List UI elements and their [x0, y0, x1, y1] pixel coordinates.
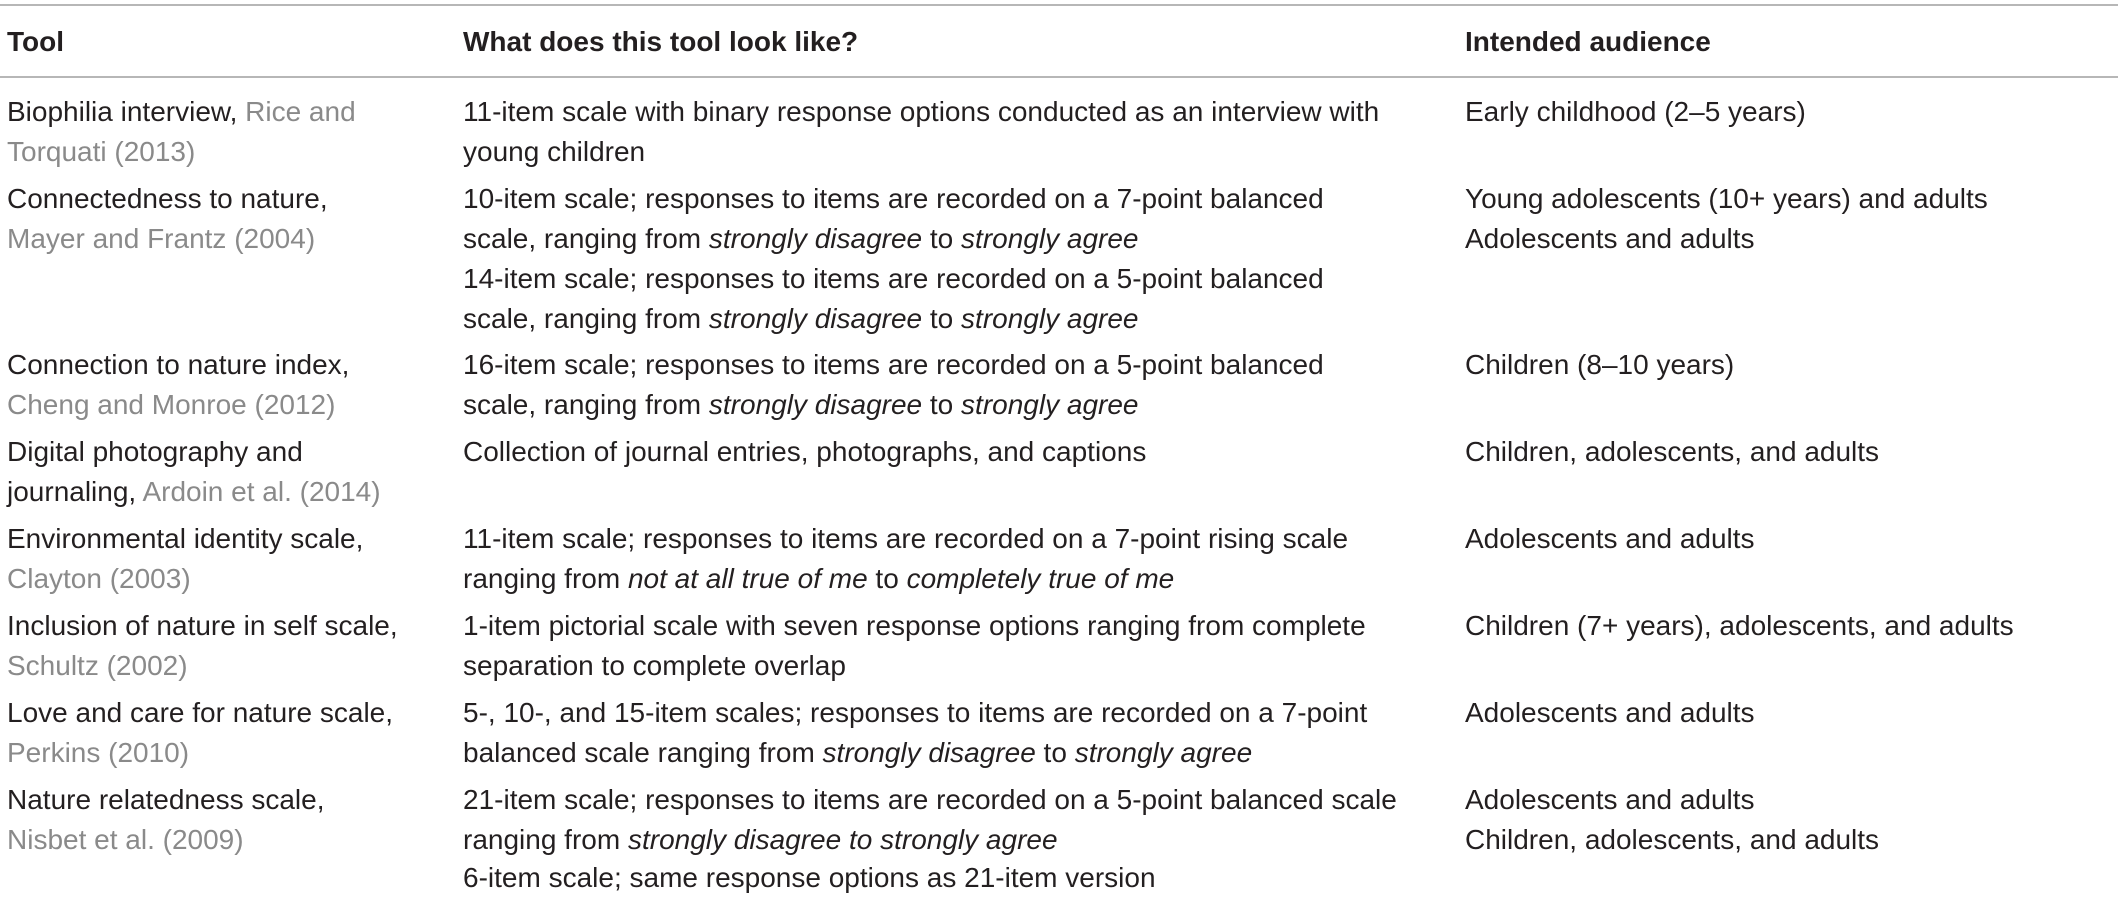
description-cell: separation to complete overlap — [463, 650, 846, 681]
audience-cell: Adolescents and adults — [1465, 697, 1755, 728]
header-tool: Tool — [7, 26, 65, 57]
description-cell: young children — [463, 136, 646, 167]
description-cell: 11-item scale; responses to items are recorded on a 7-point rising scale — [463, 523, 1349, 554]
table-top-rule — [0, 4, 2118, 6]
description-cell: 21-item scale; responses to items are recorded on a 5-point balanced scale — [463, 784, 1397, 815]
citation-link[interactable]: Torquati (2013) — [7, 136, 196, 167]
description-cell: 10-item scale; responses to items are recorded on a 7-point balanced — [463, 183, 1324, 214]
description-cell: ranging from not at all true of me to completely true of me — [463, 563, 1175, 594]
description-cell: scale, ranging from strongly disagree to strongly agree — [463, 389, 1139, 420]
citation-link[interactable]: Schultz (2002) — [7, 650, 188, 681]
header-rule — [0, 76, 2118, 78]
audience-cell: Children, adolescents, and adults — [1465, 436, 1880, 467]
tool-cell: Connectedness to nature, — [7, 183, 328, 214]
audience-cell: Early childhood (2–5 years) — [1465, 96, 1806, 127]
tool-cell: journaling, Ardoin et al. (2014) — [7, 476, 381, 507]
description-cell: 16-item scale; responses to items are recorded on a 5-point balanced — [463, 349, 1324, 380]
description-cell: 6-item scale; same response options as 21-item version — [463, 862, 1156, 893]
audience-cell: Adolescents and adults — [1465, 223, 1755, 254]
citation-link[interactable]: Cheng and Monroe (2012) — [7, 389, 336, 420]
audience-cell: Children, adolescents, and adults — [1465, 824, 1880, 855]
description-cell: Collection of journal entries, photographs, and captions — [463, 436, 1147, 467]
audience-cell: Adolescents and adults — [1465, 784, 1755, 815]
tool-cell: Love and care for nature scale, — [7, 697, 394, 728]
tool-cell: Biophilia interview, Rice and — [7, 96, 356, 127]
tool-cell: Environmental identity scale, — [7, 523, 364, 554]
header-audience: Intended audience — [1465, 26, 1711, 57]
description-cell: 11-item scale with binary response options conducted as an interview with — [463, 96, 1380, 127]
citation-link[interactable]: Mayer and Frantz (2004) — [7, 223, 316, 254]
citation-link[interactable]: Nisbet et al. (2009) — [7, 824, 244, 855]
description-cell: 5-, 10-, and 15-item scales; responses to items are recorded on a 7-point — [463, 697, 1368, 728]
citation-link[interactable]: Perkins (2010) — [7, 737, 190, 768]
description-cell: balanced scale ranging from strongly disagree to strongly agree — [463, 737, 1253, 768]
description-cell: scale, ranging from strongly disagree to strongly agree — [463, 303, 1139, 334]
citation-link[interactable]: Clayton (2003) — [7, 563, 191, 594]
header-look: What does this tool look like? — [463, 26, 859, 57]
citation-link[interactable]: Rice and — [245, 96, 356, 127]
citation-link[interactable]: Ardoin et al. (2014) — [142, 476, 381, 507]
audience-cell: Children (7+ years), adolescents, and adults — [1465, 610, 2014, 641]
tool-cell: Inclusion of nature in self scale, — [7, 610, 398, 641]
audience-cell: Adolescents and adults — [1465, 523, 1755, 554]
description-cell: 14-item scale; responses to items are recorded on a 5-point balanced — [463, 263, 1324, 294]
description-cell: ranging from strongly disagree to strongly agree — [463, 824, 1058, 855]
tool-cell: Connection to nature index, — [7, 349, 350, 380]
description-cell: 1-item pictorial scale with seven response options ranging from complete — [463, 610, 1366, 641]
audience-cell: Children (8–10 years) — [1465, 349, 1735, 380]
tool-cell: Digital photography and — [7, 436, 303, 467]
description-cell: scale, ranging from strongly disagree to strongly agree — [463, 223, 1139, 254]
tool-cell: Nature relatedness scale, — [7, 784, 325, 815]
audience-cell: Young adolescents (10+ years) and adults — [1465, 183, 1988, 214]
